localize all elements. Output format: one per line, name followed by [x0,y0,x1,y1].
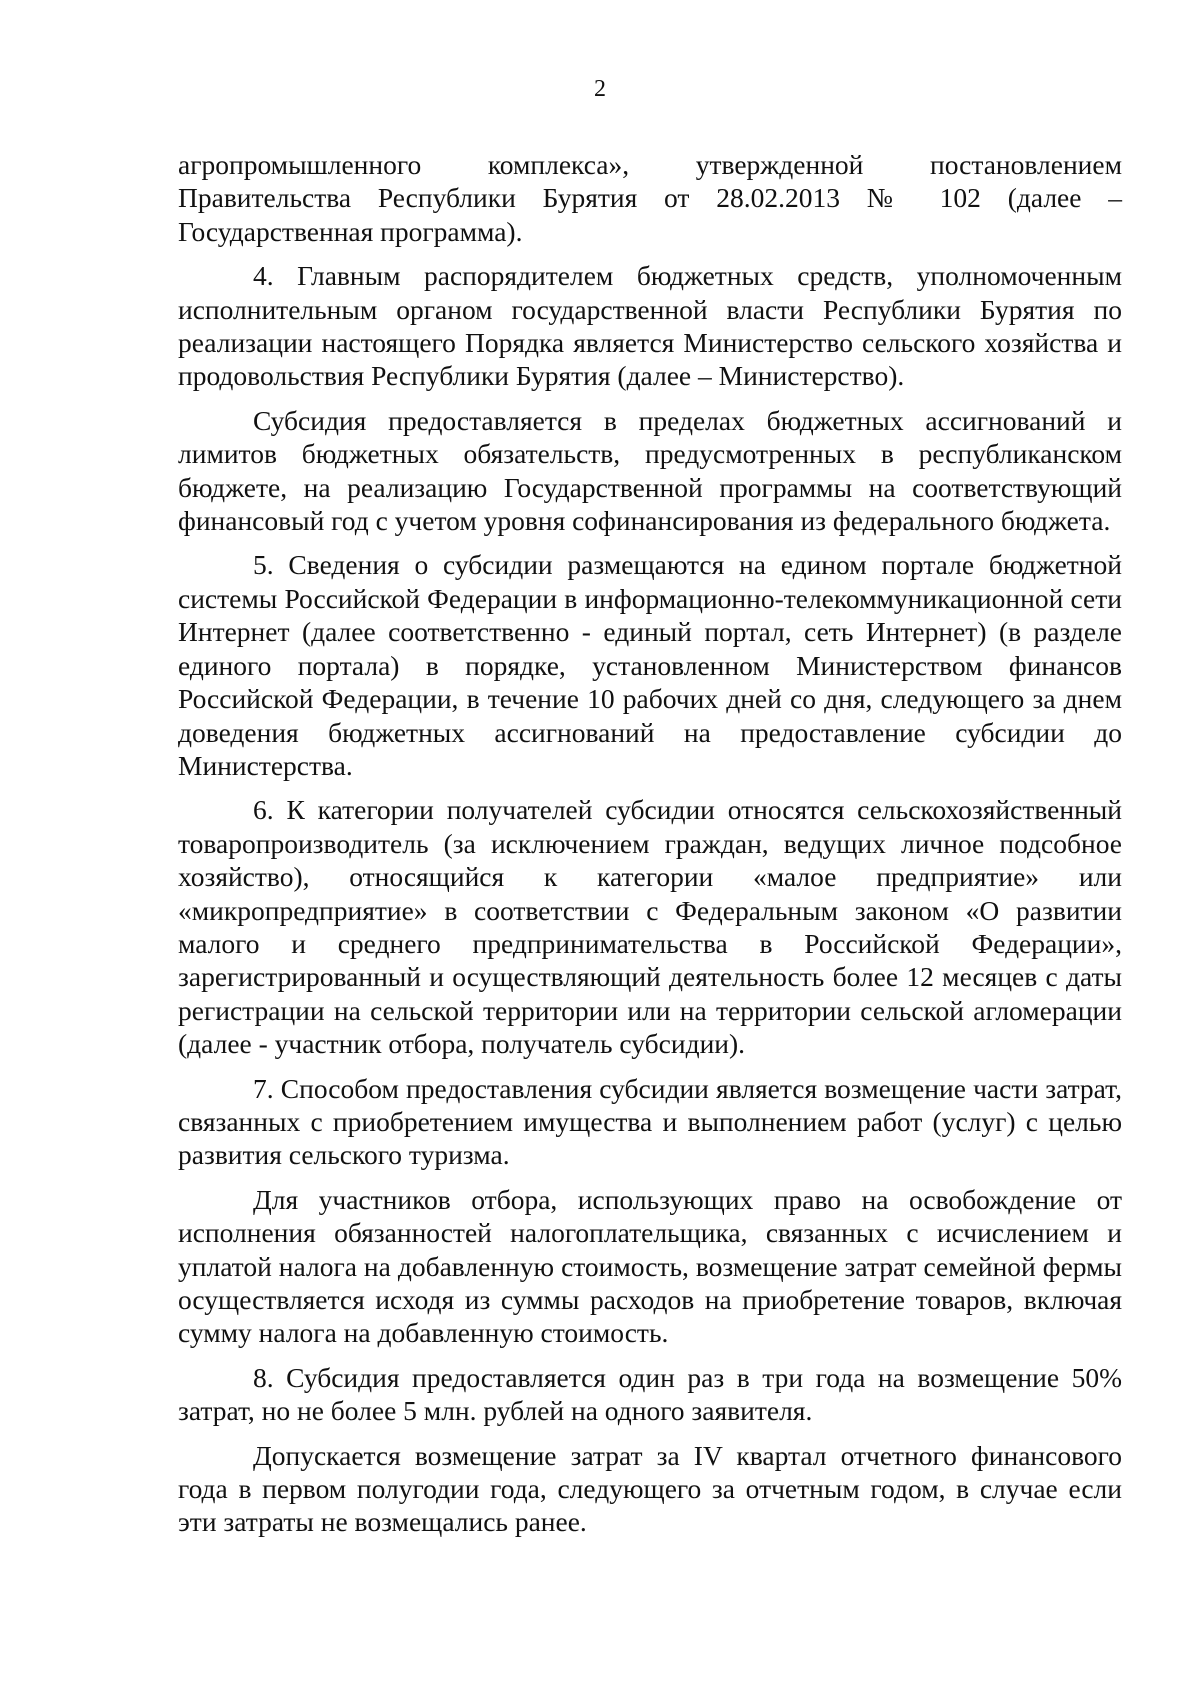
paragraph-7-subsidy-method: 7. Способом предоставления субсидии является возмещение части затрат, связанных с приобретением имущества и выполнением работ (услуг) с целью развития сельского туризма. [178,1072,1122,1171]
paragraph-subsidy-limits: Субсидия предоставляется в пределах бюджетных ассигнований и лимитов бюджетных обязательств, предусмотренных в республиканском бюджете, на реализацию Государственной программы на соответствующий финансовый год с учетом уровня софинансирования из федерального бюджета. [178,404,1122,537]
paragraph-program-reference: агропромышленного комплекса», утвержденной постановлением Правительства Республики Бурятия от 28.02.2013 № 102 (далее – Государственная программа). [178,149,1122,247]
paragraph-vat-exemption: Для участников отбора, использующих право на освобождение от исполнения обязанностей налогоплательщика, связанных с исчислением и уплатой налога на добавленную стоимость, возмещение затрат семейной фермы осуществляется исходя из суммы расходов на приобретение товаров, включая сумму налога на добавленную стоимость. [178,1183,1122,1349]
document-body [178,148,1122,1550]
paragraph-6-recipient-category: 6. К категории получателей субсидии относятся сельскохозяйственный товаропроизводитель (за исключением граждан, ведущих личное подсобное хозяйство), относящийся к категории «малое предприятие» или «микропредприятие» в соответствии с Федеральным законом «О развитии малого и среднего предпринимательства в Российской Федерации», зарегистрированный и осуществляющий деятельность более 12 месяцев с даты регистрации на сельской территории или на территории сельской агломерации (далее - участник отбора, получатель субсидии). [178,794,1122,1060]
paragraph-8-subsidy-frequency: 8. Субсидия предоставляется один раз в три года на возмещение 50% затрат, но не более 5 млн. рублей на одного заявителя. [178,1361,1122,1427]
paragraph-q4-costs: Допускается возмещение затрат за IV квартал отчетного финансового года в первом полугодии года, следующего за отчетным годом, в случае если эти затраты не возмещались ранее. [178,1439,1122,1538]
page-number: 2 [594,76,606,102]
paragraph-5-portal-info: 5. Сведения о субсидии размещаются на едином портале бюджетной системы Российской Федерации в информационно-телекоммуникационной сети Интернет (далее соответственно - единый портал, сеть Интернет) (в разделе единого портала) в порядке, установленном Министерством финансов Российской Федерации, в течение 10 рабочих дней со дня, следующего за днем доведения бюджетных ассигнований на предоставление субсидии до Министерства. [178,549,1122,781]
paragraph-4-chief-administrator: 4. Главным распорядителем бюджетных средств, уполномоченным исполнительным органом государственной власти Республики Бурятия по реализации настоящего Порядка является Министерство сельского хозяйства и продовольствия Республики Бурятия (далее – Министерство). [178,260,1122,392]
